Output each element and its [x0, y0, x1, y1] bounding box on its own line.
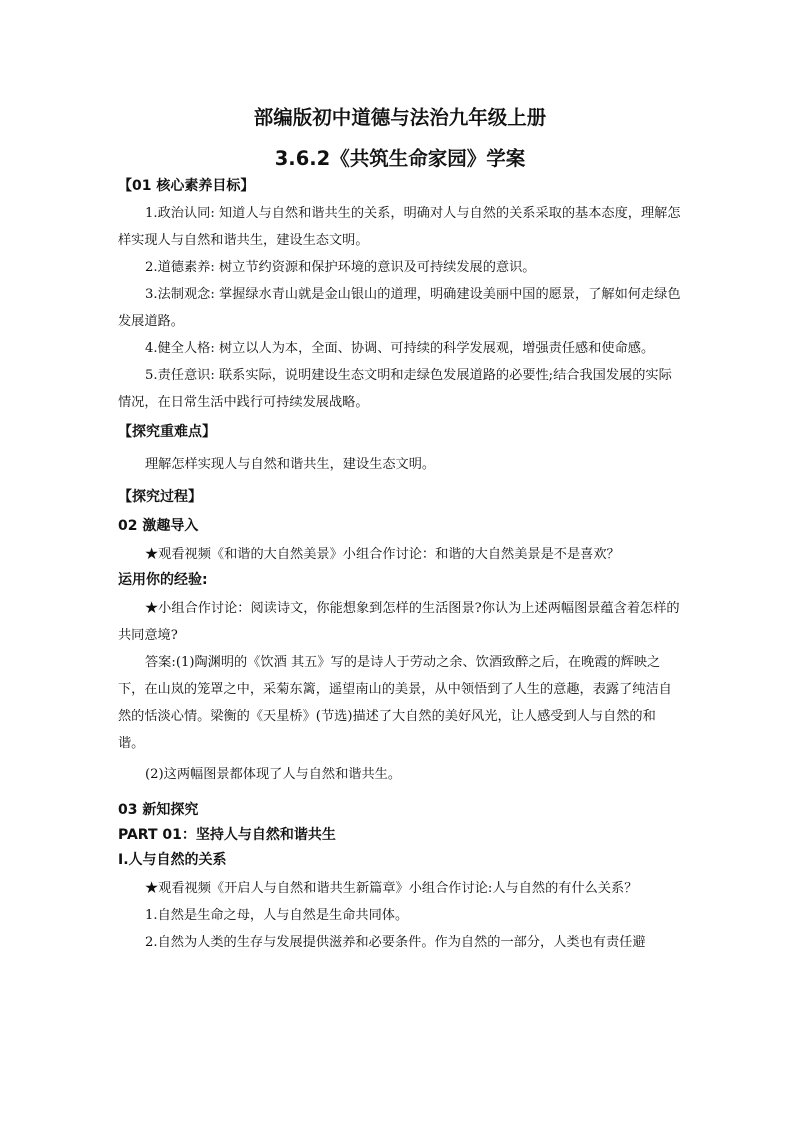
answer-part-2: (2)这两幅图景都体现了人与自然和谐共生。	[145, 767, 402, 782]
goal-item-law: 3.法制观念: 掌握绿水青山就是金山银山的道理，明确建设美丽中国的愿景，了解如何走绿色发展道路。	[118, 287, 681, 329]
relation-point-2: 2.自然为人类的生存与发展提供滋养和必要条件。作为自然的一部分，人类也有责任避	[145, 935, 646, 950]
goals-heading: 【01 核心素养目标】	[118, 178, 255, 194]
relation-subheading: Ⅰ.人与自然的关系	[118, 852, 227, 868]
new-knowledge-heading: 03 新知探究	[118, 802, 199, 818]
experience-heading: 运用你的经验:	[118, 572, 208, 588]
part-01-heading: PART 01：坚持人与自然和谐共生	[118, 827, 336, 843]
goal-item-personality: 4.健全人格: 树立以人为本，全面、协调、可持续的科学发展观，增强责任感和使命感。	[145, 341, 655, 356]
answer-part-1: 答案:(1)陶渊明的《饮酒 其五》写的是诗人于劳动之余、饮酒致醉之后，在晚霞的辉映之下，在山岚的笼罩之中，采菊东篱，遥望南山的美景，从中领悟到了人生的意趣，表露了纯洁自然的恬淡心情。梁衡的《天星桥》(节选)描述了大自然的美好风光，让人感受到人与自然的和谐。	[118, 655, 672, 751]
goal-item-responsibility: 5.责任意识: 联系实际，说明建设生态文明和走绿色发展道路的必要性;结合我国发展的实际情况，在日常生活中践行可持续发展战略。	[118, 368, 672, 410]
experience-text: ★小组合作讨论：阅读诗文，你能想象到怎样的生活图景?你认为上述两幅图景蕴含着怎样的共同意境?	[118, 601, 680, 643]
focus-text: 理解怎样实现人与自然和谐共生，建设生态文明。	[145, 457, 436, 472]
relation-point-1: 1.自然是生命之母，人与自然是生命共同体。	[145, 908, 409, 923]
goal-item-political: 1.政治认同: 知道人与自然和谐共生的关系，明确对人与自然的关系采取的基本态度，理解怎样实现人与自然和谐共生，建设生态文明。	[118, 206, 681, 248]
process-heading: 【探究过程】	[118, 489, 202, 505]
focus-heading: 【探究重难点】	[118, 424, 216, 440]
goals-list	[118, 200, 682, 416]
intro-heading: 02 激趣导入	[118, 518, 199, 534]
intro-text: ★观看视频《和谐的大自然美景》小组合作讨论：和谐的大自然美景是不是喜欢？	[145, 547, 620, 562]
goal-item-moral: 2.道德素养: 树立节约资源和保护环境的意识及可持续发展的意识。	[145, 260, 536, 275]
document-subtitle: 3.6.2《共筑生命家园》学案	[274, 147, 526, 170]
document-title: 部编版初中道德与法治九年级上册	[253, 106, 547, 129]
video-discussion-text: ★观看视频《开启人与自然和谐共生新篇章》小组合作讨论:人与自然的有什么关系？	[145, 881, 638, 896]
